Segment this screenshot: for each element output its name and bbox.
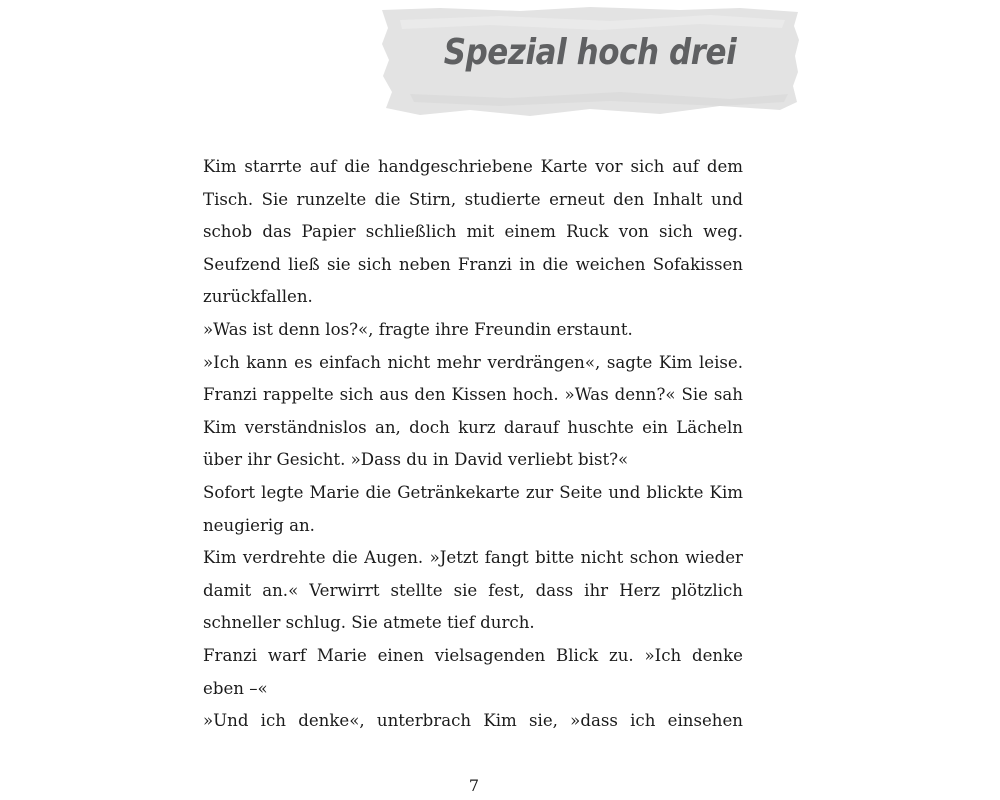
chapter-title: Spezial hoch drei: [443, 32, 737, 73]
text-line: damit an.« Verwirrt stellte sie fest, dass ihr Herz plötzlich: [203, 580, 743, 600]
page-number: 7: [468, 776, 480, 795]
text-line: »Und ich denke«, unterbrach Kim sie, »dass ich einsehen: [203, 711, 743, 731]
text-line: über ihr Gesicht. »Dass du in David verliebt bist?«: [203, 450, 629, 470]
text-line: »Was ist denn los?«, fragte ihre Freundin erstaunt.: [203, 319, 633, 339]
text-line: Franzi warf Marie einen vielsagenden Blick zu. »Ich denke: [203, 645, 743, 665]
chapter-heading: [380, 6, 800, 118]
text-line: schneller schlug. Sie atmete tief durch.: [203, 613, 535, 633]
text-line: eben –«: [203, 678, 268, 698]
text-line: Franzi rappelte sich aus den Kissen hoch. »Was denn?« Sie sah: [203, 385, 743, 405]
text-line: zurückfallen.: [203, 287, 313, 307]
text-line: Kim verständnislos an, doch kurz darauf huschte ein Lächeln: [203, 417, 743, 437]
text-line: Kim verdrehte die Augen. »Jetzt fangt bitte nicht schon wieder: [203, 548, 743, 568]
text-line: Tisch. Sie runzelte die Stirn, studierte erneut den Inhalt und: [203, 189, 743, 209]
body-text: [203, 151, 743, 738]
text-line: Sofort legte Marie die Getränkekarte zur Seite und blickte Kim: [203, 482, 743, 502]
text-line: schob das Papier schließlich mit einem Ruck von sich weg.: [203, 222, 743, 242]
text-line: neugierig an.: [203, 515, 315, 535]
text-line: Seufzend ließ sie sich neben Franzi in die weichen Sofakissen: [203, 254, 743, 274]
text-line: »Ich kann es einfach nicht mehr verdrängen«, sagte Kim leise.: [203, 352, 743, 372]
text-line: Kim starrte auf die handgeschriebene Karte vor sich auf dem: [203, 157, 743, 176]
